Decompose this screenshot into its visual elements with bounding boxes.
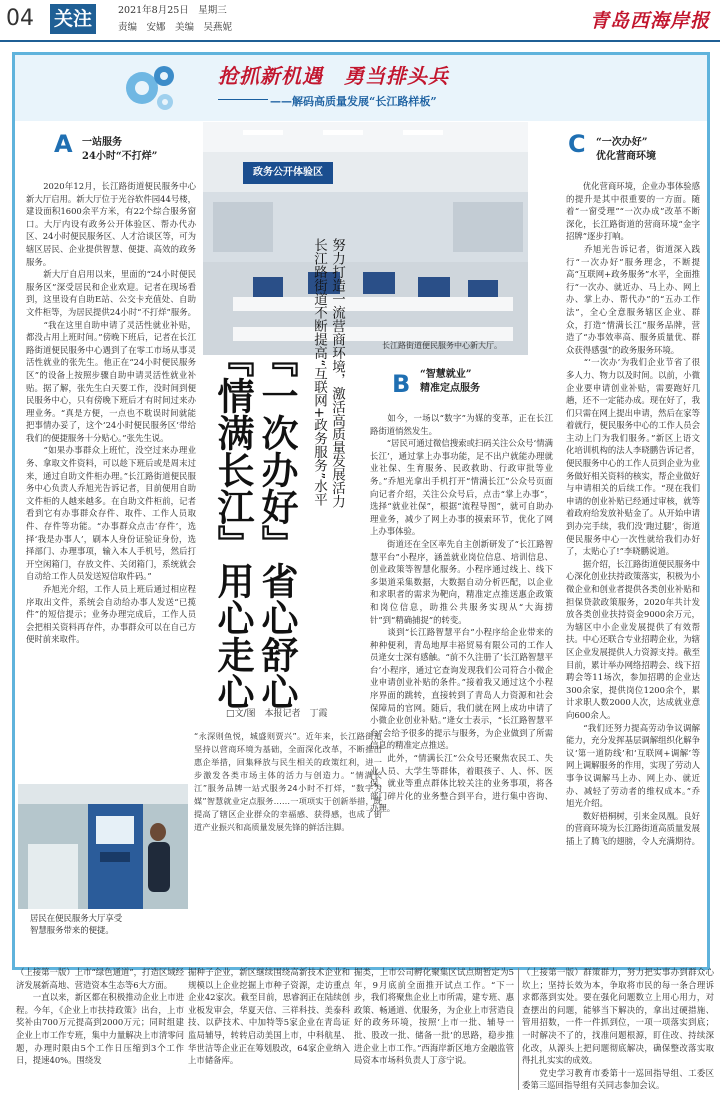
self-service-image: [18, 784, 188, 909]
editorial-quote: “永深则鱼悦，城盛则贾兴”。近年来，长江路街道坚持以营商环境为基础，全面深化改革，不断推出惠企举措，回集释放与民生相关的政策红利，进一步激发各类市场主体的活力与创造力。“情满长江”服务品牌一站式服务24小时不打烊，“数字为媒”智慧就业定点服务……一项项实于创新举措，既提高了辖区企业群众的幸福感、获得感，也成了街道产业振兴和高质量发展先锋的鲜活注脚。: [194, 731, 382, 832]
section-a-title: 一站服务 24小时“不打烊”: [82, 137, 158, 162]
headline-main-2: 『情满长江』用心走心: [211, 340, 254, 710]
section-a-letter: A: [54, 130, 73, 158]
section-b-letter: B: [392, 370, 411, 398]
section-label: 关注: [50, 4, 96, 34]
service-hall-photo: [203, 122, 528, 355]
section-c-title: “一次办好” 优化营商环境: [596, 137, 656, 162]
gear-icon: [120, 58, 180, 118]
photo-bottom-caption: 居民在便民服务大厅享受 智慧服务带来的便捷。: [30, 913, 123, 935]
bottom-col-2: 掘种子企业，新区继续围绕高新技术企业和规模以上企业挖掘上市种子资源，走访重点企业42家次。截至目前，思睿润正在陆续创业板发审会，华夏天信、三祥科技、美泰科技、以萨技术、中加特等5家企业在青岛证监局辅导，转转启动美国上市，中科航星、华世洁等企业正在筹划股改，64家企业纳入上市储备库。: [188, 967, 350, 1066]
section-b-body: 如今，一场以“数字”为媒的变革，正在长江路街道悄然发生。 “居民可通过微信搜索或扫码关注公众号‘情满长江’，通过掌上办事功能，足不出户就能办理就业社保、生育服务、民政救助、行政审批等业务。”乔旭光拿出手机打开“情满长江”公众号页面向记者介绍，关注公众号后，点击“掌上办事”，选择“就业社保”，根据“流程导图”，就可自助办理业务，减少了网上办事的摸索环节，优化了网上办事体验。 街道还在全区率先自主创新研发了“长江路智慧平台”小程序，涵盖就业岗位信息、培训信息、创业政策等智慧化服务。小程序通过线上、线下多渠道采集数据，大数据自动分析匹配，以企业和求职者的需求为靶向，精准定点推送惠企政策和岗位信息，助推公共服务实现从“大海捞针”到“精确捕捉”的转变。 谈到“长江路智慧平台”小程序给企业带来的种种便利，青岛地厚丰裕贸易有限公司的工作人员逄女士深有感触。“前不久注册了‘长江路智慧平台’小程序，通过它查询发现我们公司符合小微企业申请创业补贴的条件。”接着我又通过这个小程序界面的跳转，直接转到了青岛人力资源和社会保障局的官网。随后，我们就在网上成功申请了小微企业创业补贴。”逄女士表示，“长江路智慧平台”会给予很多的提示与服务，为企业做到了所需信息的精准定点推送。 此外，“情满长江”公众号还聚焦农民工、失业人员、大学生等群体，着眼孩子、人、怀、医保、就业等重点群体比较关注的业务事项，将各部门碎片化的业务整合到平台，进行集中咨询、办理。: [370, 413, 553, 814]
bottom-col-4: （上接第一版）群策群力，努力把实事办到群众心坎上；坚持长效为本，争取将市民的每一条合理诉求都落到实处。要在强化问题数立上用心用力，对查摆出的问题，能够当下解决的，拿出过硬措施、管用招数，一件一件抓到位，一项一项落实到底；一时解决不了的，找准问题根源，盯住改、持续深化改，从源头上把问题彻底解决，确保整改落实取得扎扎实实的成效。 党史学习教育市委第十一巡回指导组、工委区委第三巡回指导组有关同志参加会议。: [522, 967, 714, 1091]
page-number: 04: [6, 6, 34, 31]
headline-main-1: 『一次办好』省心舒心: [255, 340, 298, 710]
banner-title: 抢抓新机遇 勇当排头兵: [218, 64, 449, 88]
section-c-body: 优化营商环境，企业办事体验感的提升是其中很重要的一方面。随着“一窗受理”“一次办成”改革不断深化，长江路街道的营商环境“金字招牌”逐步打响。 乔旭光告诉记者，街道深入践行“一次办好”服务理念，不断提高“互联网+政务服务”水平，全面推行“一次办、就近办、马上办、网上办、掌上办、帮代办”的“五办工作法”，全心全意服务辖区企业、群众，打造“情满长江”服务品牌，营造了“办事效率高、服务质量优、群众获得感强”的政务服务环境。 “‘一次办’为我们企业节省了很多人力、物力以及时间。以前，小微企业要申请创业补贴，需要跑好几趟，还不一定能办成。现在好了，我们只需在网上提出申请，然后在家等着就行，便民服务中心的工作人员会主动上门为我们服务。”新区上语文化培训机构的法人李晓鹏告诉记者，便民服务中心的工作人员到企业为业务做好相关资料的核实，帮企业做好与申请相关的后续工作。“现在我们申请的创业补贴已经通过审核，就等着政府给发放补贴金了。从开始申请到办完手续，我们没‘跑过腿’，街道便民服务中心一次性就给我们办好了，太贴心了!”李晓鹏说道。 据介绍，长江路街道便民服务中心深化创业扶持政策落实，积极为小微企业和创业者提供各类创业补贴和担保贷款政策服务，2020年共计发放各类创业扶持资金9000余万元，为辖区中小企业发展提供了有效帮扶。中心还联合专业招聘企业，为辖区企业发展提供人力资源支持。截至目前，累计举办网络招聘会、线下招聘会等11场次，参加招聘的企业达300余家，提供岗位1200余个，累计求职人数2000人次，达成就业意向600余人。 “我们还努力提高劳动争议调解能力，充分发挥基层调解组织化解争议‘第一道防线’和‘互联网+调解’等网上调解服务的作用，实现了劳动人事争议调解马上办、网上办、就近办、减轻了劳动者的维权成本。”乔旭光介绍。 数好梧桐树，引来金凤凰。良好的营商环境为长江路街道高质量发展插上了腾飞的翅膀，令人充满期待。: [566, 181, 700, 846]
section-b-title: “智慧就业” 精准定点服务: [420, 369, 480, 394]
photo-top-caption: 长江路街道便民服务中心新大厅。: [382, 341, 502, 350]
banner-subtitle: ——解码高质量发展“长江路样板”: [270, 95, 437, 108]
headline-kicker: 努力打造一流营商环境，激活高质量发展活力 长江路街道不断提高“互联网+政务服务”水平: [311, 238, 345, 508]
self-service-photo: [18, 784, 188, 909]
section-a-body: 2020年12月，长江路街道便民服务中心新大厅启用。新大厅位于光谷软件园44号楼，建设面积1600余平方米，有22个综合服务窗口。大厅内设有政务公开体验区、帮办代办区、24小时便民服务区、人才洽谈区等，可为辖区居民、企业提供智慧、便捷、高效的政务服务。 新大厅自启用以来，里面的“24小时便民服务区”深受居民和企业欢迎。记者在现场看到，这里设有自助E站、公交卡充值处、自助文件柜等，为居民提供24小时“不打烊”服务。 “我在这里自助申请了灵活性就业补贴，都没占用上班时间。”傍晚下班后，记者在长江路街道便民服务中心遇到了在零工市场从事灵活性就业的张先生。他正在“24小时便民服务区”的设备上按照步骤自助申请灵活性就业补贴。据了解，张先生白天要工作，没时间到便民服务中心，只有傍晚下班后才有时间过来办理业务。“真是方便，一点也不耽误时间就能把事情办妥了，这个‘24小时便民服务区’带给我们的便捷服务十分贴心。”张先生说。 “如果办事群众上班忙，没空过来办理业务、拿取文件资料，可以趁下班后或是周末过来，通过自助文件柜办理。”长江路街道便民服务中心负责人乔旭光告诉记者，目前便用自助文件柜的人越来越多。在自助文件柜前，记者看到它有办事群众存件、取件、工作人员取件、存件等功能。“办事群众点击‘存件’，选择‘我是办事人’，刷本人身份证验证身份，选择部门、办理事项，输入本人手机号，然后打开空闲箱门，存放文件、关闭箱门，系统就会自动给工作人员发送短信取件码。” 乔旭光介绍，工作人员上班后通过相应程序取出文件，系统会自动给办事人发送“已揽件”的短信提示；业务办理完成后，工作人员会把相关资料再存件，办事群众可以在自己方便时前来取件。: [26, 181, 196, 645]
date-line: 2021年8月25日 星期三: [118, 5, 227, 16]
bottom-col-3: 掘类，上市公司孵化聚集区试点期暂定为5年，9月底前全面推开试点工作。“下一步，我们将聚焦企业上市所需，建专班、惠政策、畅通道、优服务，为企业上市营造良好的政务环境，按照‘上市一批、辅导一批、股改一批、储备一批’的思路，稳步推进企业上市工作。”西海岸新区地方金融监管局资本市场科负责人丁彦宁说。: [354, 967, 514, 1066]
banner-rule: [218, 99, 268, 100]
editors-line: 责编 安娜 美编 吴燕妮: [118, 22, 233, 33]
hall-sign: 政务公开体验区: [253, 167, 323, 178]
newspaper-logo: 青岛西海岸报: [589, 10, 710, 32]
bottom-col-1: （上接第一版）上市“绿色通道”，打造区域经济发展新高地、营造资本生态等6大方面。 一直以来，新区都在积极推动企业上市进程。今年，《企业上市扶持政策》出台，上市奖补由700万元提高到2000万元；同时组建企业上市工作专班，集中力量解决上市清零问题，办理时限由5个工作日压缩到3个工作日，提速40%。围绕发: [16, 967, 184, 1066]
byline: □文/图 本报记者 丁霞: [226, 709, 328, 719]
section-c-letter: C: [568, 130, 586, 158]
column-divider: [518, 968, 519, 1090]
service-hall-image: [203, 122, 528, 355]
